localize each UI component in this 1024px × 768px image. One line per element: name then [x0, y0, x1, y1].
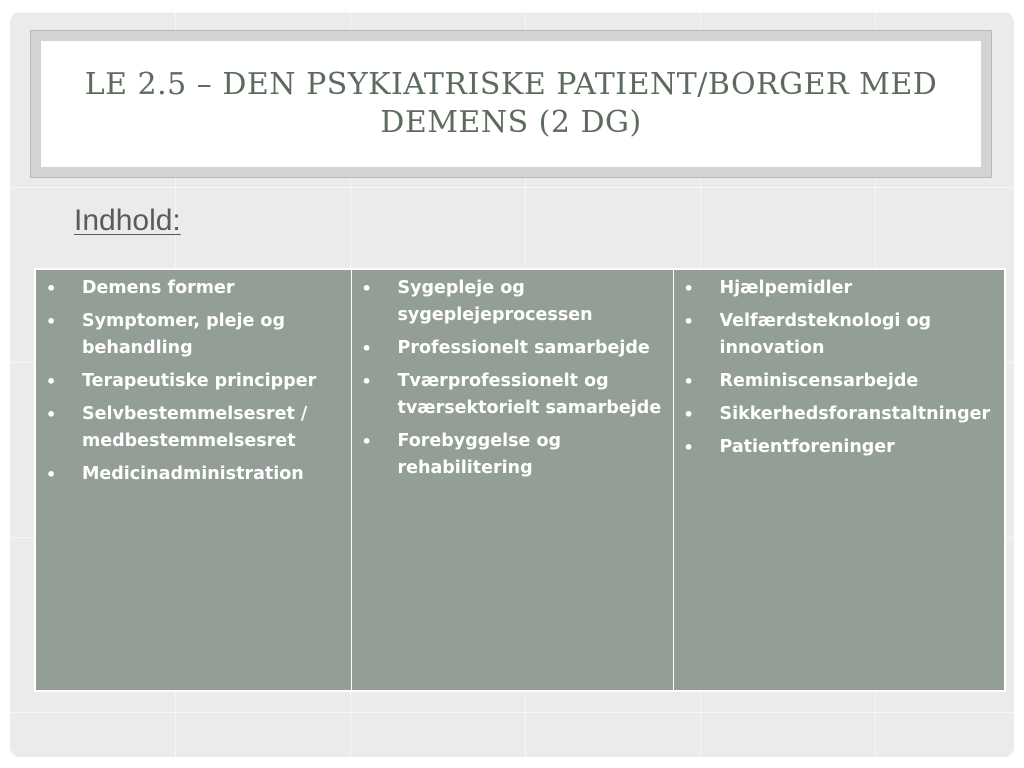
- bullet-dot-icon: •: [361, 372, 372, 391]
- title-box: [41, 41, 981, 167]
- list-item-text: Sygepleje og sygeplejeprocessen: [397, 278, 593, 325]
- bullet-dot-icon: •: [46, 405, 57, 424]
- content-heading: Indhold:: [74, 204, 181, 237]
- bullet-dot-icon: •: [46, 465, 57, 484]
- list-item-text: Velfærdsteknologi og innovation: [719, 311, 932, 358]
- table-cell-col-3: [673, 269, 1005, 691]
- bullet-dot-icon: •: [46, 279, 57, 298]
- table-row: [35, 269, 1005, 691]
- list-item-text: Hjælpemidler: [719, 278, 853, 298]
- bullet-list: [40, 275, 345, 488]
- bullet-dot-icon: •: [683, 405, 694, 424]
- bullet-dot-icon: •: [683, 438, 694, 457]
- list-item-text: Medicinadministration: [82, 464, 304, 484]
- table-cell-col-1: [35, 269, 351, 691]
- bullet-dot-icon: •: [361, 279, 372, 298]
- list-item: [356, 335, 667, 362]
- list-item-text: Professionelt samarbejde: [397, 338, 650, 358]
- bullet-list: [678, 275, 999, 461]
- list-item: [40, 401, 345, 455]
- bullet-dot-icon: •: [683, 372, 694, 391]
- list-item-text: Selvbestemmelsesret / medbestemmelsesret: [82, 404, 308, 451]
- bullet-list: [356, 275, 667, 482]
- bullet-dot-icon: •: [683, 279, 694, 298]
- list-item: [40, 461, 345, 488]
- list-item-text: Demens former: [82, 278, 235, 298]
- list-item-text: Patientforeninger: [719, 437, 895, 457]
- list-item: [40, 368, 345, 395]
- list-item-text: Symptomer, pleje og behandling: [82, 311, 285, 358]
- list-item: [40, 275, 345, 302]
- bullet-dot-icon: •: [46, 372, 57, 391]
- table-cell-col-2: [351, 269, 673, 691]
- list-item-text: Terapeutiske principper: [82, 371, 317, 391]
- list-item: [678, 275, 999, 302]
- title-frame: [30, 30, 992, 178]
- list-item-text: Tværprofessionelt og tværsektorielt samarbejde: [397, 371, 662, 418]
- list-item-text: Sikkerhedsforanstaltninger: [719, 404, 991, 424]
- list-item-text: Forebyggelse og rehabilitering: [397, 431, 562, 478]
- list-item: [356, 368, 667, 422]
- list-item: [40, 308, 345, 362]
- list-item: [356, 275, 667, 329]
- list-item-text: Reminiscensarbejde: [719, 371, 919, 391]
- bullet-dot-icon: •: [683, 312, 694, 331]
- slide-title: LE 2.5 – DEN PSYKIATRISKE PATIENT/BORGER MED DEMENS (2 DG): [84, 67, 938, 140]
- list-item: [678, 434, 999, 461]
- list-item: [678, 308, 999, 362]
- bullet-dot-icon: •: [361, 432, 372, 451]
- list-item: [356, 428, 667, 482]
- bullet-dot-icon: •: [361, 339, 372, 358]
- list-item: [678, 368, 999, 395]
- slide: [10, 12, 1014, 757]
- bullet-dot-icon: •: [46, 312, 57, 331]
- content-table: [34, 268, 1006, 692]
- list-item: [678, 401, 999, 428]
